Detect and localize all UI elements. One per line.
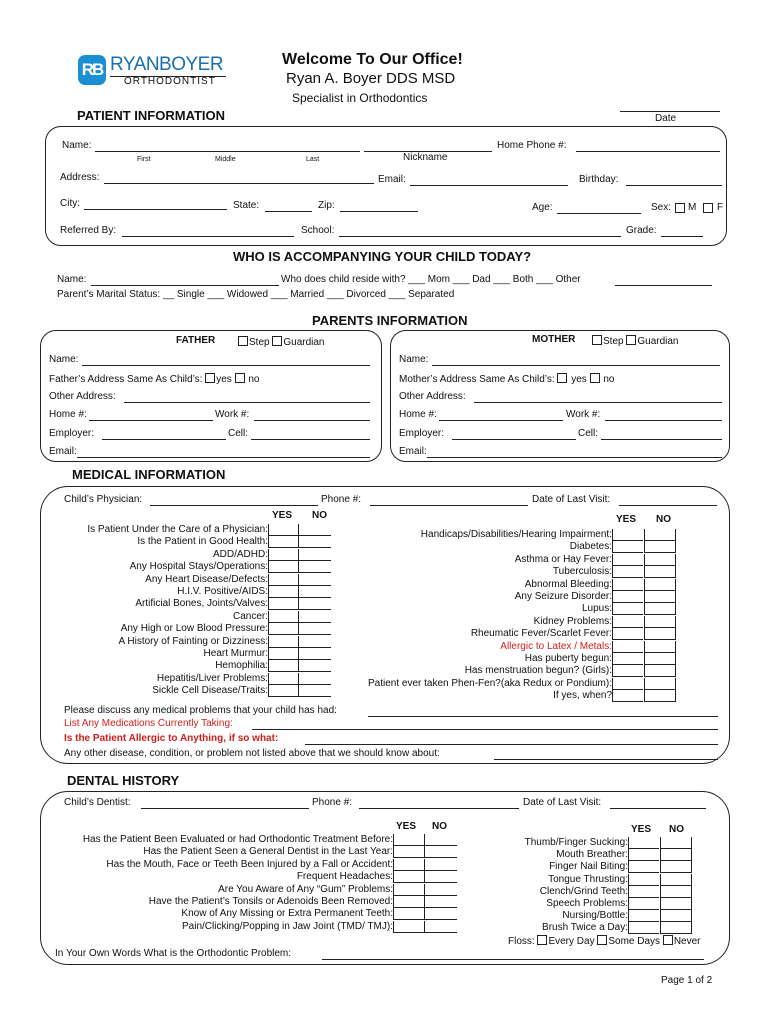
physician-phone-label: Phone #:: [321, 494, 362, 505]
question-label: Are You Aware of Any “Gum” Problems:: [218, 883, 393, 895]
no-answer[interactable]: [424, 871, 457, 883]
question-label: Brush Twice a Day:: [542, 922, 628, 934]
yes-answer[interactable]: [628, 837, 659, 849]
mother-same-label: Mother’s Address Same As Child’s: yes no: [399, 374, 615, 385]
no-answer[interactable]: [660, 837, 692, 849]
no-answer[interactable]: [660, 922, 692, 934]
any-other-field[interactable]: [494, 759, 718, 760]
parents-heading: PARENTS INFORMATION: [312, 313, 468, 328]
no-answer[interactable]: [644, 665, 676, 677]
dentist-lastvisit-label: Date of Last Visit:: [523, 797, 602, 808]
floss-row: Floss: Every Day Some Days Never: [508, 936, 701, 947]
no-answer[interactable]: [298, 623, 331, 635]
no-answer[interactable]: [298, 660, 331, 672]
state-field[interactable]: [265, 211, 312, 212]
city-label: City:: [60, 198, 80, 209]
yes-answer[interactable]: [628, 898, 659, 910]
question-label: Any Heart Disease/Defects:: [145, 573, 268, 585]
yes-answer[interactable]: [268, 636, 299, 648]
resides-label: Who does child reside with? ___ Mom ___ Dad ___ Both ___ Other: [281, 274, 581, 285]
mother-guardian-checkbox[interactable]: [626, 335, 636, 345]
question-label: Has menstruation begun? (Girls):: [464, 665, 612, 677]
name-field[interactable]: [95, 151, 360, 152]
birthday-field[interactable]: [626, 185, 722, 186]
grade-field[interactable]: [661, 236, 703, 237]
nickname-label: Nickname: [403, 152, 448, 163]
no-answer[interactable]: [424, 859, 457, 871]
mother-work-label: Work #:: [566, 409, 601, 420]
age-label: Age:: [532, 202, 553, 213]
yes-answer[interactable]: [612, 665, 643, 677]
father-other-label: Other Address:: [49, 391, 116, 402]
no-answer[interactable]: [644, 591, 676, 603]
mother-same-no-checkbox[interactable]: [590, 373, 600, 383]
specialty: Specialist in Orthodontics: [292, 91, 428, 105]
sex-m-checkbox[interactable]: [675, 203, 685, 213]
logo-mark-icon: RB: [78, 55, 106, 85]
accompany-heading: WHO IS ACCOMPANYING YOUR CHILD TODAY?: [233, 249, 532, 264]
question-label: Hemophilia:: [215, 660, 268, 672]
yes-answer[interactable]: [393, 846, 424, 858]
question-label: Rheumatic Fever/Scarlet Fever:: [470, 628, 612, 640]
dental-heading: DENTAL HISTORY: [67, 773, 180, 788]
floss-somedays-checkbox[interactable]: [597, 935, 607, 945]
other-problems-label: Please discuss any medical problems that your child has had:: [64, 705, 337, 716]
yes-answer[interactable]: [612, 653, 643, 665]
question-label: Speech Problems:: [546, 898, 628, 909]
question-label: Pain/Clicking/Popping in Jaw Joint (TMD/ TMJ):: [182, 920, 393, 932]
name-label: Name:: [62, 140, 92, 151]
no-answer[interactable]: [298, 611, 331, 623]
mother-home-label: Home #:: [399, 409, 437, 420]
yes-answer[interactable]: [268, 586, 299, 598]
no-answer[interactable]: [660, 849, 692, 861]
yes-answer[interactable]: [268, 536, 299, 548]
other-problems-field[interactable]: [368, 716, 718, 717]
yes-answer[interactable]: [393, 884, 424, 896]
sex-f-label: F: [717, 202, 724, 213]
no-answer[interactable]: [660, 886, 692, 898]
yes-answer[interactable]: [628, 922, 659, 934]
school-label: School:: [301, 225, 335, 236]
zip-label: Zip:: [318, 200, 335, 211]
yes-answer[interactable]: [612, 678, 643, 690]
state-label: State:: [233, 200, 260, 211]
mother-cell-field[interactable]: [601, 439, 722, 440]
no-answer[interactable]: [298, 574, 331, 586]
first-label: First: [137, 156, 151, 163]
physician-lastvisit-field[interactable]: [619, 505, 717, 506]
medical-heading: MEDICAL INFORMATION: [72, 467, 226, 482]
father-other-field[interactable]: [124, 402, 370, 403]
father-employer-label: Employer:: [49, 428, 95, 439]
question-label: A History of Fainting or Dizziness:: [118, 635, 268, 647]
mother-heading: MOTHER: [532, 334, 576, 345]
no-answer[interactable]: [644, 554, 676, 566]
question-label: Frequent Headaches:: [296, 871, 393, 883]
physician-label: Child’s Physician:: [64, 494, 143, 505]
home-phone-label: Home Phone #:: [497, 140, 567, 151]
father-name-label: Name:: [49, 354, 79, 365]
resides-other-field[interactable]: [615, 285, 712, 286]
question-label: Has the Mouth, Face or Teeth Been Injured by a Fall or Accident:: [106, 858, 393, 870]
email-field[interactable]: [410, 185, 568, 186]
home-phone-field[interactable]: [576, 151, 720, 152]
no-answer[interactable]: [298, 673, 331, 685]
question-label: Allergic to Latex / Metals:: [500, 640, 612, 652]
no-answer[interactable]: [298, 561, 331, 573]
yes-answer[interactable]: [628, 861, 659, 873]
no-answer[interactable]: [298, 549, 331, 561]
no-answer[interactable]: [424, 896, 457, 908]
yes-answer[interactable]: [612, 603, 643, 615]
no-answer[interactable]: [660, 861, 692, 873]
no-answer[interactable]: [424, 884, 457, 896]
father-step-checkbox[interactable]: [238, 336, 248, 346]
question-label: Know of Any Missing or Extra Permanent Teeth:: [181, 908, 393, 920]
school-field[interactable]: [339, 236, 621, 237]
yes-answer[interactable]: [612, 628, 643, 640]
med-left-yes: YES: [272, 510, 293, 521]
mother-name-field[interactable]: [432, 365, 720, 366]
question-label: H.I.V. Positive/AIDS:: [177, 586, 268, 597]
mother-employer-label: Employer:: [399, 428, 445, 439]
yes-answer[interactable]: [612, 566, 643, 578]
address-label: Address:: [60, 172, 100, 183]
city-field[interactable]: [84, 209, 227, 210]
patient-box: [45, 126, 727, 246]
physician-phone-field[interactable]: [370, 505, 528, 506]
question-label: Any Hospital Stays/Operations:: [129, 561, 268, 573]
no-answer[interactable]: [298, 536, 331, 548]
no-answer[interactable]: [644, 678, 676, 690]
question-label: Tongue Thrusting:: [548, 873, 628, 885]
question-label: Handicaps/Disabilities/Hearing Impairment:: [420, 529, 612, 540]
floss-never-checkbox[interactable]: [663, 935, 673, 945]
father-work-field[interactable]: [254, 420, 370, 421]
question-label: Patient ever taken Phen-Fen?(aka Redux or Pondium):: [367, 677, 612, 689]
yes-answer[interactable]: [612, 616, 643, 628]
med-left-no: NO: [312, 510, 327, 521]
yes-answer[interactable]: [393, 859, 424, 871]
question-label: Thumb/Finger Sucking:: [524, 837, 628, 848]
no-answer[interactable]: [660, 874, 692, 886]
dent-left-yes: YES: [396, 821, 417, 832]
mother-same-yes-checkbox[interactable]: [557, 373, 567, 383]
yes-answer[interactable]: [612, 529, 643, 541]
father-heading: FATHER: [176, 335, 216, 346]
page-number: Page 1 of 2: [661, 975, 713, 986]
any-other-label: Any other disease, condition, or problem not listed above that we should know about:: [64, 748, 440, 759]
no-answer[interactable]: [644, 529, 676, 541]
yes-answer[interactable]: [628, 874, 659, 886]
date-label: Date: [655, 113, 677, 124]
yes-answer[interactable]: [393, 871, 424, 883]
father-cell-field[interactable]: [251, 439, 370, 440]
question-label: Has the Patient Seen a General Dentist in the Last Year:: [143, 846, 393, 858]
yes-answer[interactable]: [268, 574, 299, 586]
father-work-label: Work #:: [215, 409, 250, 420]
patient-heading: PATIENT INFORMATION: [77, 108, 226, 123]
yes-answer[interactable]: [268, 623, 299, 635]
no-answer[interactable]: [298, 648, 331, 660]
yes-answer[interactable]: [612, 591, 643, 603]
no-answer[interactable]: [424, 921, 457, 933]
zip-field[interactable]: [340, 211, 418, 212]
yes-answer[interactable]: [268, 524, 299, 536]
yes-answer[interactable]: [268, 598, 299, 610]
father-email-label: Email:: [49, 446, 77, 457]
birthday-label: Birthday:: [579, 174, 619, 185]
yes-answer[interactable]: [393, 908, 424, 920]
mother-cell-label: Cell:: [578, 428, 599, 439]
no-answer[interactable]: [644, 579, 676, 591]
no-answer[interactable]: [644, 628, 676, 640]
question-label: Is the Patient in Good Health:: [137, 536, 268, 548]
mother-email-field[interactable]: [427, 457, 722, 458]
yes-answer[interactable]: [268, 648, 299, 660]
dent-left-no: NO: [432, 821, 447, 832]
dent-right-yes: YES: [631, 824, 652, 835]
yes-answer[interactable]: [268, 549, 299, 561]
yes-answer[interactable]: [268, 673, 299, 685]
allergic-label: Is the Patient Allergic to Anything, if so what:: [64, 733, 279, 744]
mother-email-label: Email:: [399, 446, 427, 457]
yes-answer[interactable]: [393, 834, 424, 846]
no-answer[interactable]: [644, 566, 676, 578]
no-answer[interactable]: [298, 586, 331, 598]
yes-answer[interactable]: [268, 685, 299, 697]
own-words-field[interactable]: [322, 959, 704, 960]
yes-answer[interactable]: [612, 690, 643, 702]
mother-other-label: Other Address:: [399, 391, 466, 402]
father-cell-label: Cell:: [228, 428, 249, 439]
father-step: Step Guardian: [238, 336, 325, 349]
question-label: Abnormal Bleeding:: [524, 578, 612, 590]
yes-answer[interactable]: [612, 579, 643, 591]
yes-answer[interactable]: [268, 611, 299, 623]
no-answer[interactable]: [644, 603, 676, 615]
question-label: Has the Patient Been Evaluated or had Orthodontic Treatment Before:: [82, 834, 393, 845]
question-label: Any Seizure Disorder:: [514, 591, 612, 602]
question-label: Sickle Cell Disease/Traits:: [152, 685, 268, 697]
question-label: Tuberculosis:: [552, 566, 612, 578]
dent-right-no: NO: [669, 824, 684, 835]
question-label: Nursing/Bottle:: [562, 910, 628, 922]
question-label: Has puberty begun:: [524, 653, 612, 664]
question-label: Heart Murmur:: [203, 648, 268, 659]
no-answer[interactable]: [298, 524, 331, 536]
question-label: Finger Nail Biting:: [549, 861, 628, 873]
no-answer[interactable]: [298, 685, 331, 697]
yes-answer[interactable]: [612, 641, 643, 653]
logo: [78, 55, 228, 91]
medications-label: List Any Medications Currently Taking:: [64, 718, 233, 729]
father-guardian-checkbox[interactable]: [272, 336, 282, 346]
yes-answer[interactable]: [268, 561, 299, 573]
no-answer[interactable]: [644, 541, 676, 553]
referred-field[interactable]: [122, 236, 294, 237]
mother-other-field[interactable]: [474, 402, 722, 403]
med-right-yes: YES: [616, 514, 637, 525]
yes-answer[interactable]: [393, 921, 424, 933]
no-answer[interactable]: [424, 834, 457, 846]
mother-home-field[interactable]: [439, 420, 563, 421]
yes-answer[interactable]: [628, 849, 659, 861]
question-label: If yes, when?: [553, 690, 612, 702]
question-label: ADD/ADHD:: [212, 548, 268, 560]
question-label: Artificial Bones, Joints/Valves:: [135, 598, 268, 610]
medications-field[interactable]: [252, 729, 718, 730]
father-same-label: Father’s Address Same As Child’s: yes no: [49, 374, 260, 385]
question-label: Is Patient Under the Care of a Physician:: [87, 524, 268, 535]
father-home-field[interactable]: [89, 420, 213, 421]
welcome-title: Welcome To Our Office!: [282, 51, 463, 68]
no-answer[interactable]: [644, 690, 676, 702]
physician-field[interactable]: [150, 505, 318, 506]
doctor-name: Ryan A. Boyer DDS MSD: [286, 70, 456, 87]
no-answer[interactable]: [298, 636, 331, 648]
question-label: Have the Patient’s Tonsils or Adenoids Been Removed:: [148, 896, 393, 907]
question-label: Asthma or Hay Fever:: [514, 553, 612, 565]
yes-answer[interactable]: [628, 886, 659, 898]
yes-answer[interactable]: [393, 896, 424, 908]
dentist-phone-field[interactable]: [359, 808, 519, 809]
med-right-no: NO: [656, 514, 671, 525]
yes-answer[interactable]: [628, 910, 659, 922]
accompany-name-field[interactable]: [91, 285, 279, 286]
last-label: Last: [306, 156, 320, 163]
grade-label: Grade:: [626, 225, 657, 236]
mother-work-field[interactable]: [605, 420, 722, 421]
date-field[interactable]: [620, 111, 720, 112]
no-answer[interactable]: [644, 616, 676, 628]
question-label: Mouth Breather:: [556, 849, 628, 861]
allergic-field[interactable]: [305, 744, 718, 745]
father-same-no-checkbox[interactable]: [235, 373, 245, 383]
no-answer[interactable]: [660, 910, 692, 922]
no-answer[interactable]: [424, 846, 457, 858]
no-answer[interactable]: [644, 641, 676, 653]
dentist-label: Child’s Dentist:: [64, 797, 131, 808]
yes-answer[interactable]: [612, 554, 643, 566]
question-label: Clench/Grind Teeth:: [539, 885, 628, 897]
referred-label: Referred By:: [60, 225, 117, 236]
address-field[interactable]: [104, 183, 374, 184]
no-answer[interactable]: [660, 898, 692, 910]
own-words-label: In Your Own Words What is the Orthodontic Problem:: [55, 948, 292, 959]
mother-name-label: Name:: [399, 354, 429, 365]
mother-step-checkbox[interactable]: [592, 335, 602, 345]
logo-brand: RYANBOYER: [110, 54, 224, 75]
dentist-field[interactable]: [141, 808, 309, 809]
yes-answer[interactable]: [268, 660, 299, 672]
father-email-field[interactable]: [77, 457, 370, 458]
father-home-label: Home #:: [49, 409, 87, 420]
accompany-name-label: Name:: [57, 274, 87, 285]
question-label: Hepatitis/Liver Problems:: [156, 672, 268, 684]
marital-label: Parent’s Marital Status: __ Single ___ Widowed ___ Married ___ Divorced ___ Separated: [57, 289, 455, 300]
question-label: Cancer:: [232, 610, 268, 622]
physician-lastvisit-label: Date of Last Visit:: [532, 494, 611, 505]
father-employer-field[interactable]: [102, 439, 226, 440]
mother-employer-field[interactable]: [452, 439, 576, 440]
question-label: Diabetes:: [569, 541, 612, 553]
age-field[interactable]: [557, 213, 641, 214]
father-name-field[interactable]: [82, 365, 370, 366]
floss-everyday-checkbox[interactable]: [537, 935, 547, 945]
question-label: Any High or Low Blood Pressure:: [120, 623, 268, 635]
no-answer[interactable]: [424, 908, 457, 920]
sex-m-label: M: [688, 202, 697, 213]
yes-answer[interactable]: [612, 541, 643, 553]
dentist-lastvisit-field[interactable]: [610, 808, 706, 809]
sex-label: Sex:: [651, 202, 672, 213]
no-answer[interactable]: [298, 598, 331, 610]
father-same-yes-checkbox[interactable]: [205, 373, 215, 383]
sex-f-checkbox[interactable]: [703, 203, 713, 213]
middle-label: Middle: [215, 156, 236, 163]
dentist-phone-label: Phone #:: [312, 797, 353, 808]
email-label: Email:: [378, 174, 406, 185]
question-label: Lupus:: [581, 603, 612, 615]
mother-step: Step Guardian: [592, 335, 679, 348]
no-answer[interactable]: [644, 653, 676, 665]
logo-sub: ORTHODONTIST: [124, 76, 216, 87]
question-label: Kidney Problems:: [533, 615, 612, 627]
